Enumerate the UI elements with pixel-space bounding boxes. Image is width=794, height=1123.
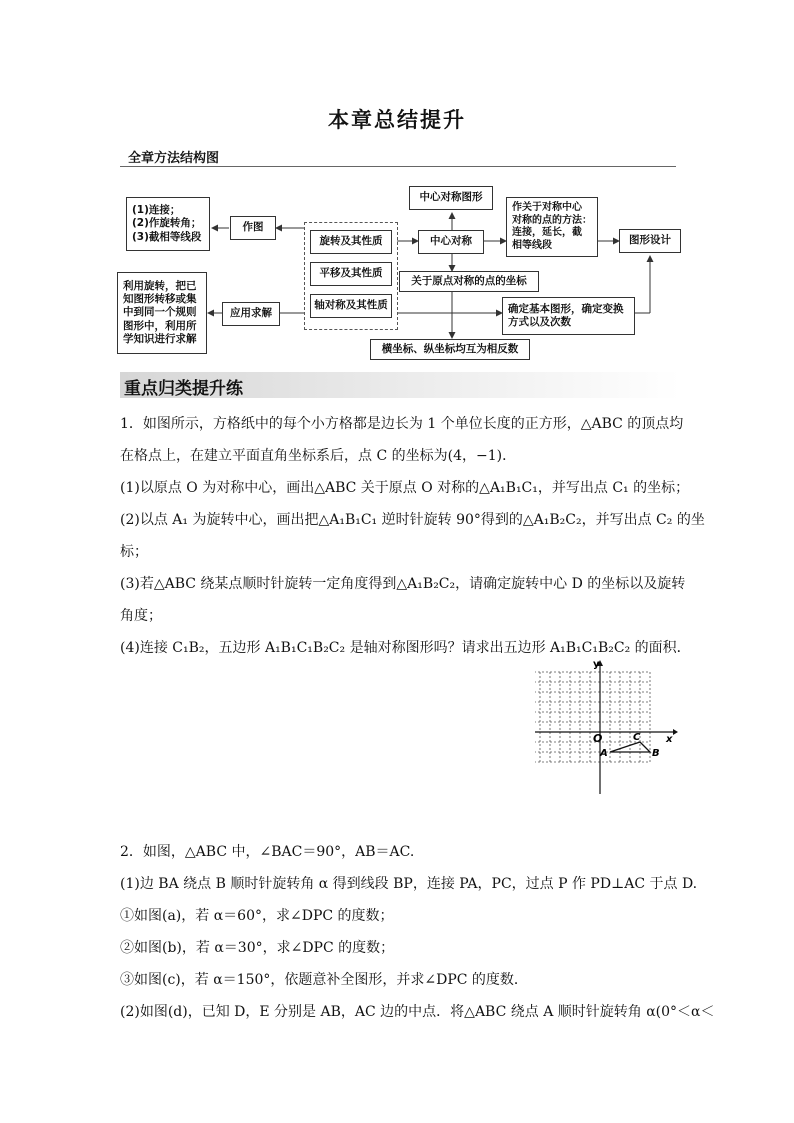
central-sym-box: 中心对称 — [418, 230, 484, 254]
x-axis-arrow — [673, 729, 678, 735]
point-a-label: A — [600, 748, 608, 759]
method-line-3: 连接，延长，截 — [512, 227, 582, 238]
application-line-1: 利用旋转，把已 — [123, 280, 197, 293]
triangle-abc — [610, 742, 650, 752]
problem2-line-5: ③如图(c)，若 α＝150°，依题意补全图形，并求∠DPC 的度数． — [120, 972, 528, 988]
problem1-line-4: (2)以点 A₁ 为旋转中心，画出把△A₁B₁C₁ 逆时针旋转 90°得到的△A₁B₂C₂，并写出点 C₂ 的坐 — [120, 512, 705, 528]
problem2-line-1: 2．如图，△ABC 中，∠BAC＝90°，AB＝AC. — [120, 844, 415, 860]
problem2-line-6: (2)如图(d)，已知 D，E 分别是 AB，AC 边的中点．将△ABC 绕点 A 顺时针旋转角 α(0°＜α＜ — [120, 1004, 715, 1020]
methods-line-2: (2)作旋转角； — [132, 217, 202, 230]
grid-lines — [535, 672, 650, 762]
method-line-4: 相等线段 — [512, 239, 552, 251]
point-c-label: C — [633, 732, 641, 743]
basic-figure-box — [502, 297, 635, 335]
central-sym-figure-box: 中心对称图形 — [409, 186, 493, 210]
problem1-line-8: (4)连接 C₁B₂，五边形 A₁B₁C₁B₂C₂ 是轴对称图形吗？请求出五边形 A₁B₁C₁B₂C₂ 的面积． — [120, 640, 691, 656]
grid-figure — [535, 660, 685, 798]
problem1-line-5: 标； — [120, 544, 148, 560]
origin-label: O — [593, 732, 603, 745]
axial-symmetry-box: 轴对称及其性质 — [310, 294, 392, 318]
methods-line-1: (1)连接； — [132, 204, 181, 217]
design-box: 图形设计 — [619, 229, 681, 253]
application-line-4: 图形中，利用所 — [123, 319, 197, 332]
method-line-2: 对称的点的方法： — [512, 214, 592, 226]
methods-box — [126, 197, 210, 251]
application-line-2: 知图形转移或集 — [123, 293, 197, 306]
problem1-line-2: 在格点上，在建立平面直角坐标系后，点 C 的坐标为(4，−1)． — [120, 448, 517, 464]
basic-figure-line-2: 方式以及次数 — [508, 316, 571, 328]
problem2-line-3: ①如图(a)，若 α＝60°，求∠DPC 的度数； — [120, 908, 394, 924]
origin-points-box: 关于原点对称的点的坐标 — [399, 271, 539, 292]
method-box — [506, 197, 598, 257]
problem2-line-2: (1)边 BA 绕点 B 顺时针旋转角 α 得到线段 BP，连接 PA，PC，过点 P 作 PD⊥AC 于点 D. — [120, 876, 698, 892]
translation-box: 平移及其性质 — [310, 262, 392, 286]
methods-line-3: (3)截相等线段 — [132, 230, 202, 243]
problem1-line-1: 1．如图所示，方格纸中的每个小方格都是边长为 1 个单位长度的正方形，△ABC 的顶点均 — [120, 416, 684, 432]
problem1-line-6: (3)若△ABC 绕某点顺时针旋转一定角度得到△A₁B₂C₂，请确定旋转中心 D 的坐标以及旋转 — [120, 576, 686, 592]
section-heading-structure: 全章方法结构图 — [128, 151, 220, 166]
y-axis-label: y — [593, 660, 600, 670]
section-heading-practice: 重点归类提升练 — [124, 379, 243, 399]
page-title: 本章总结提升 — [328, 108, 466, 132]
method-line-1: 作关于对称中心 — [512, 202, 582, 213]
problem1-line-3: (1)以原点 O 为对称中心，画出△ABC 关于原点 O 对称的△A₁B₁C₁，并写出点 C₁ 的坐标； — [120, 480, 690, 496]
application-line-3: 中到同一个规则 — [123, 306, 197, 319]
x-axis-label: x — [666, 734, 673, 745]
problem2-line-4: ②如图(b)，若 α＝30°，求∠DPC 的度数； — [120, 940, 395, 956]
point-b-label: B — [652, 748, 660, 759]
application-box — [117, 272, 207, 354]
rotation-box: 旋转及其性质 — [310, 230, 392, 254]
basic-figure-line-1: 确定基本图形，确定变换 — [508, 302, 624, 315]
drawing-box: 作图 — [230, 216, 276, 240]
problem1-line-7: 角度； — [120, 608, 162, 624]
application-line-5: 学知识进行求解 — [123, 332, 197, 345]
solving-box: 应用求解 — [222, 302, 280, 326]
opposite-coords-box: 横坐标、纵坐标均互为相反数 — [370, 339, 530, 360]
